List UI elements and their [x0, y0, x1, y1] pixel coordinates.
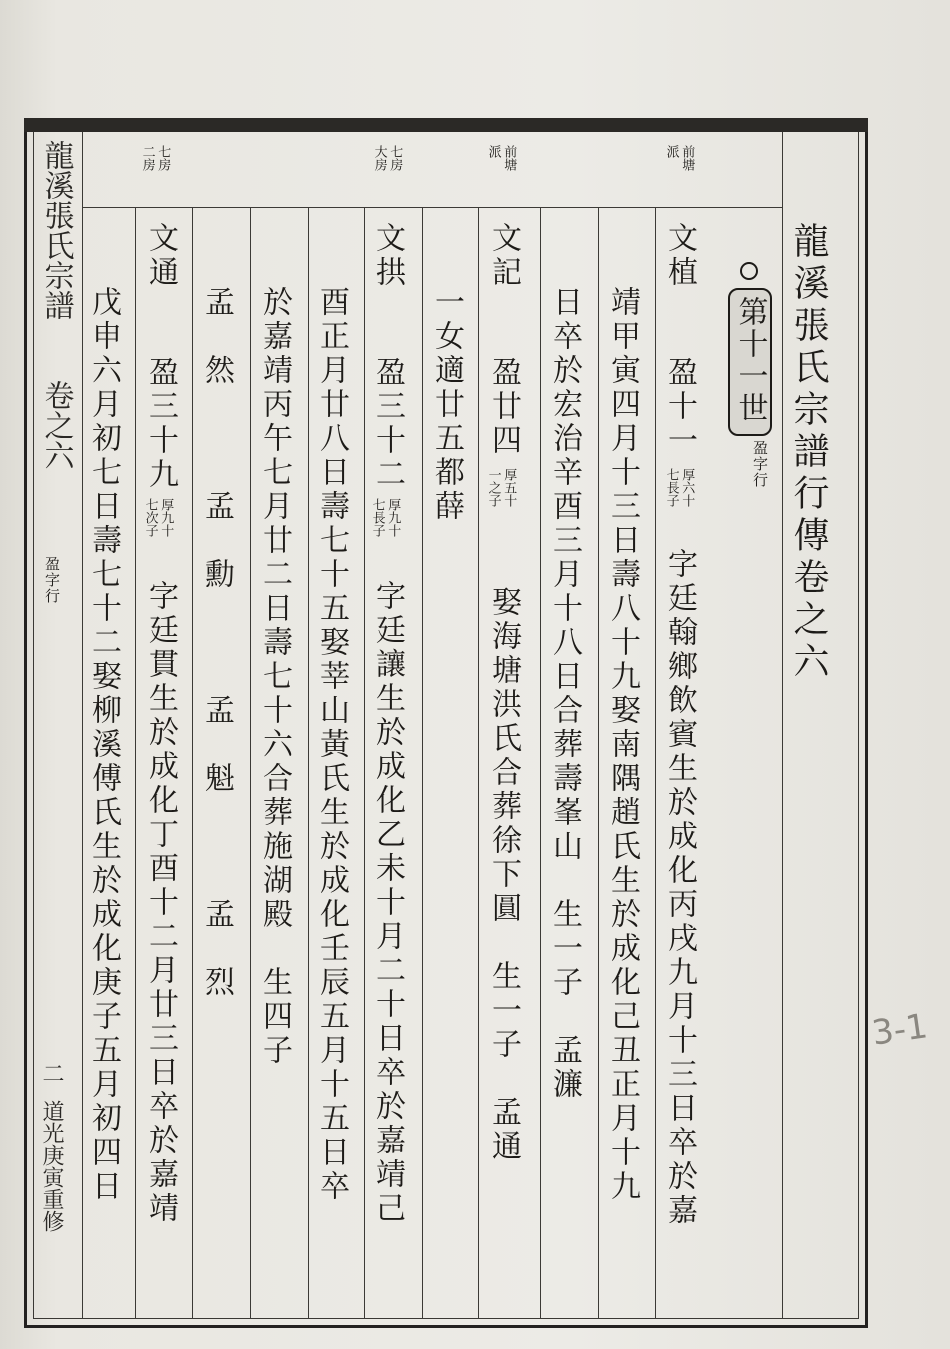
branch-label: 前塘 派: [485, 145, 517, 171]
parent-note: 厚九十 七次子: [142, 498, 174, 537]
generation-char-line: 盈字行: [751, 440, 769, 488]
title-column-divider: [782, 132, 783, 1319]
rank-number: 盈三十九: [143, 356, 178, 492]
biography-line: 一女適廿五都薛: [429, 286, 464, 524]
spine-volume: 卷之六: [38, 380, 74, 470]
person-name: 文記: [486, 222, 521, 290]
biography-line: 戊申六月初七日壽七十二娶柳溪傅氏生於成化庚子五月初四日: [86, 286, 121, 1204]
line-divider: [540, 207, 541, 1319]
person-name: 文拱: [370, 222, 405, 290]
generation-box: [728, 288, 772, 436]
line-divider: [250, 207, 251, 1319]
line-divider: [192, 207, 193, 1319]
spine-title: 龍溪張氏宗譜: [38, 140, 74, 320]
biography-line: 字廷翰鄉飲賓生於成化丙戌九月十三日卒於嘉: [662, 548, 697, 1228]
page-number: 二: [39, 1062, 64, 1084]
top-border-bar: [24, 118, 868, 132]
line-divider: [135, 207, 136, 1319]
rank-number: 盈十一: [662, 356, 697, 458]
edition-note: 道光庚寅重修: [39, 1100, 64, 1232]
line-divider: [598, 207, 599, 1319]
biography-line: 娶海塘洪氏合葬徐下圓 生一子 孟通: [486, 586, 521, 1164]
line-divider: [422, 207, 423, 1319]
header-divider: [82, 207, 782, 208]
biography-line: 於嘉靖丙午七月廿二日壽七十六合葬施湖殿 生四子: [257, 286, 292, 1068]
branch-label: 七房 大房: [371, 145, 403, 171]
parent-note: 厚九十 七長子: [369, 498, 401, 537]
biography-line: 字廷讓生於成化乙未十月二十日卒於嘉靖己: [370, 580, 405, 1226]
biography-line: 日卒於宏治辛酉三月十八日合葬壽峯山 生一子 孟濂: [547, 286, 582, 1102]
biography-line: 靖甲寅四月十三日壽八十九娶南隅趙氏生於成化己丑正月十九: [605, 286, 640, 1204]
parent-note: 厚五十 一之子: [485, 468, 517, 507]
line-divider: [655, 207, 656, 1319]
circle-mark-icon: [740, 262, 758, 280]
generation-label: 第十一世: [732, 296, 768, 424]
line-divider: [308, 207, 309, 1319]
biography-line: 字廷貫生於成化丁酉十二月廿三日卒於嘉靖: [143, 580, 178, 1226]
sons-list: 孟然 孟勳 孟魁 孟烈: [199, 286, 234, 1034]
rank-number: 盈廿四: [486, 356, 521, 458]
line-divider: [364, 207, 365, 1319]
book-title: 龍溪張氏宗譜行傳卷之六: [788, 222, 829, 684]
branch-label: 七房 二房: [139, 145, 171, 171]
person-name: 文植: [662, 222, 697, 290]
line-divider: [478, 207, 479, 1319]
margin-char-line: 盈字行: [43, 556, 61, 604]
person-name: 文通: [143, 222, 178, 290]
left-margin-divider: [82, 132, 83, 1319]
biography-line: 酉正月廿八日壽七十五娶莘山黃氏生於成化壬辰五月十五日卒: [314, 286, 349, 1204]
handwritten-note: 3-1: [869, 1006, 931, 1054]
rank-number: 盈三十二: [370, 356, 405, 492]
branch-label: 前塘 派: [663, 145, 695, 171]
parent-note: 厚六十 七長子: [663, 468, 695, 507]
